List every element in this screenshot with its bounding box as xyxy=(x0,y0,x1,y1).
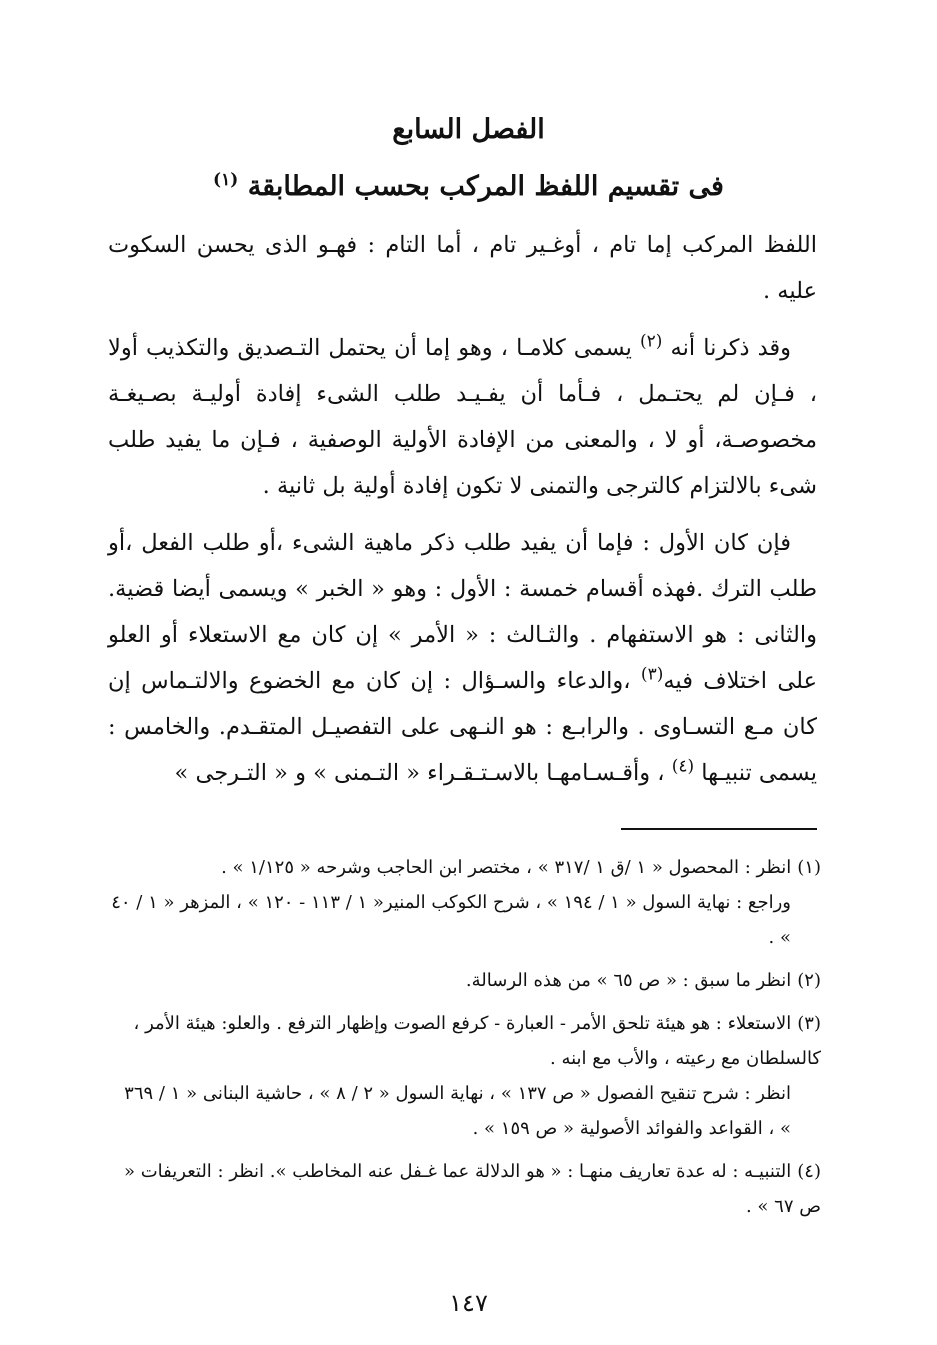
footnote-number: (٣) xyxy=(797,1013,821,1034)
paragraph-2 xyxy=(108,325,817,509)
footnote-number: (١) xyxy=(797,857,821,878)
footnote-number: (٤) xyxy=(797,1161,821,1182)
footnote-number: (٢) xyxy=(797,970,821,991)
footnote-continuation: انظر : شرح تنقيح الفصول « ص ١٣٧ » ، نهاية السول « ٢ / ٨ » ، حاشية البنانى « ١ / ٣٦٩ » ، القواعد والفوائد الأصولية « ص ١٥٩ » . xyxy=(124,1083,791,1139)
chapter-title-text: الفصل السابع xyxy=(392,114,545,145)
footnote-text: التنبيـه : له عدة تعاريف منهـا : « هو الدلالة عما غـفل عنه المخاطب ». انظر : التعريفات « ص ٦٧ » . xyxy=(124,1161,821,1217)
footnote-text: انظر : المحصول « ١ /ق ١ /٣١٧ » ، مختصر ابن الحاجب وشرحه « ١/١٢٥ » . xyxy=(221,857,792,878)
footnote-text: الاستعلاء : هو هيئة تلحق الأمر - العبارة - كرفع الصوت وإظهار الترفع . والعلو: هيئة الأمر ، كالسلطان مع رعيته ، والأب مع ابنه . xyxy=(133,1013,821,1069)
footnote-4 xyxy=(108,1154,821,1224)
chapter-title xyxy=(0,108,937,152)
paragraph-1-text: اللفظ المركب إما تام ، أوغـير تام ، أما التام : فهـو الذى يحسن السكوت عليه . xyxy=(108,232,817,304)
footnote-ref-2[interactable]: (٢) xyxy=(640,331,663,352)
footnote-ref-3[interactable]: (٣) xyxy=(640,664,664,685)
chapter-subtitle xyxy=(0,165,937,209)
footnote-ref-4[interactable]: (٤) xyxy=(671,756,695,777)
paragraph-3 xyxy=(108,520,817,796)
footnote-ref-1[interactable]: (١) xyxy=(213,170,239,190)
chapter-subtitle-text: فى تقسيم اللفظ المركب بحسب المطابقة xyxy=(247,171,724,202)
footnotes-section xyxy=(108,850,821,1232)
paragraph-2-text-a: وقد ذكرنا أنه xyxy=(670,335,792,361)
paragraph-3-text-c: ، وأقـسـامهـا بالاسـتـقـراء « التـمنى » و « التـرجى » xyxy=(174,760,665,786)
footnote-divider xyxy=(621,828,817,830)
paragraph-2-text-b: يسمى كلامـا ، وهو إما أن يحتمل التـصديق والتكذيب أولا ، فـإن لم يحتـمل ، فـأما أن يفـيـد طلب الشىء إفادة أوليـة بصـيغـة مخصوصـة، أو لا ، والمعنى من الإفادة الأولية الوصفية ، فـإن ما يفيد طلب شىء بالالتزام كالترجى والتمنى لا تكون إفادة أولية بل ثانية . xyxy=(108,335,817,499)
paragraph-3-text-a: فإن كان الأول : فإما أن يفيد طلب ذكر ماهية الشىء ،أو طلب الفعل ،أو طلب الترك .فهذه أقسام خمسة : الأول : وهو « الخبر » ويسمى أيضا قضية. والثانى : هو الاستفهام . والثـالث : « الأمر » إن كان مع الاستعلاء أو العلو على اختلاف فيه xyxy=(108,530,817,694)
page-number: ١٤٧ xyxy=(449,1289,488,1317)
footnote-1 xyxy=(108,850,821,955)
footnote-3 xyxy=(108,1006,821,1146)
paragraph-1 xyxy=(108,222,817,314)
footnote-2 xyxy=(108,963,821,998)
footnote-continuation: وراجع : نهاية السول « ١ / ١٩٤ » ، شرح الكوكب المنير« ١ / ١١٣ - ١٢٠ » ، المزهر « ١ / ٤٠ » . xyxy=(111,892,791,948)
paragraph-3-text-b: ،والدعاء والسـؤال : إن كان مع الخضوع والالتـماس إن كان مـع التسـاوى . والرابـع : هو النـهى على التفصيـل المتقـدم. والخامس : يسمى تنبيـها xyxy=(108,668,817,786)
footnote-text: انظر ما سبق : « ص ٦٥ » من هذه الرسالة. xyxy=(465,970,792,991)
